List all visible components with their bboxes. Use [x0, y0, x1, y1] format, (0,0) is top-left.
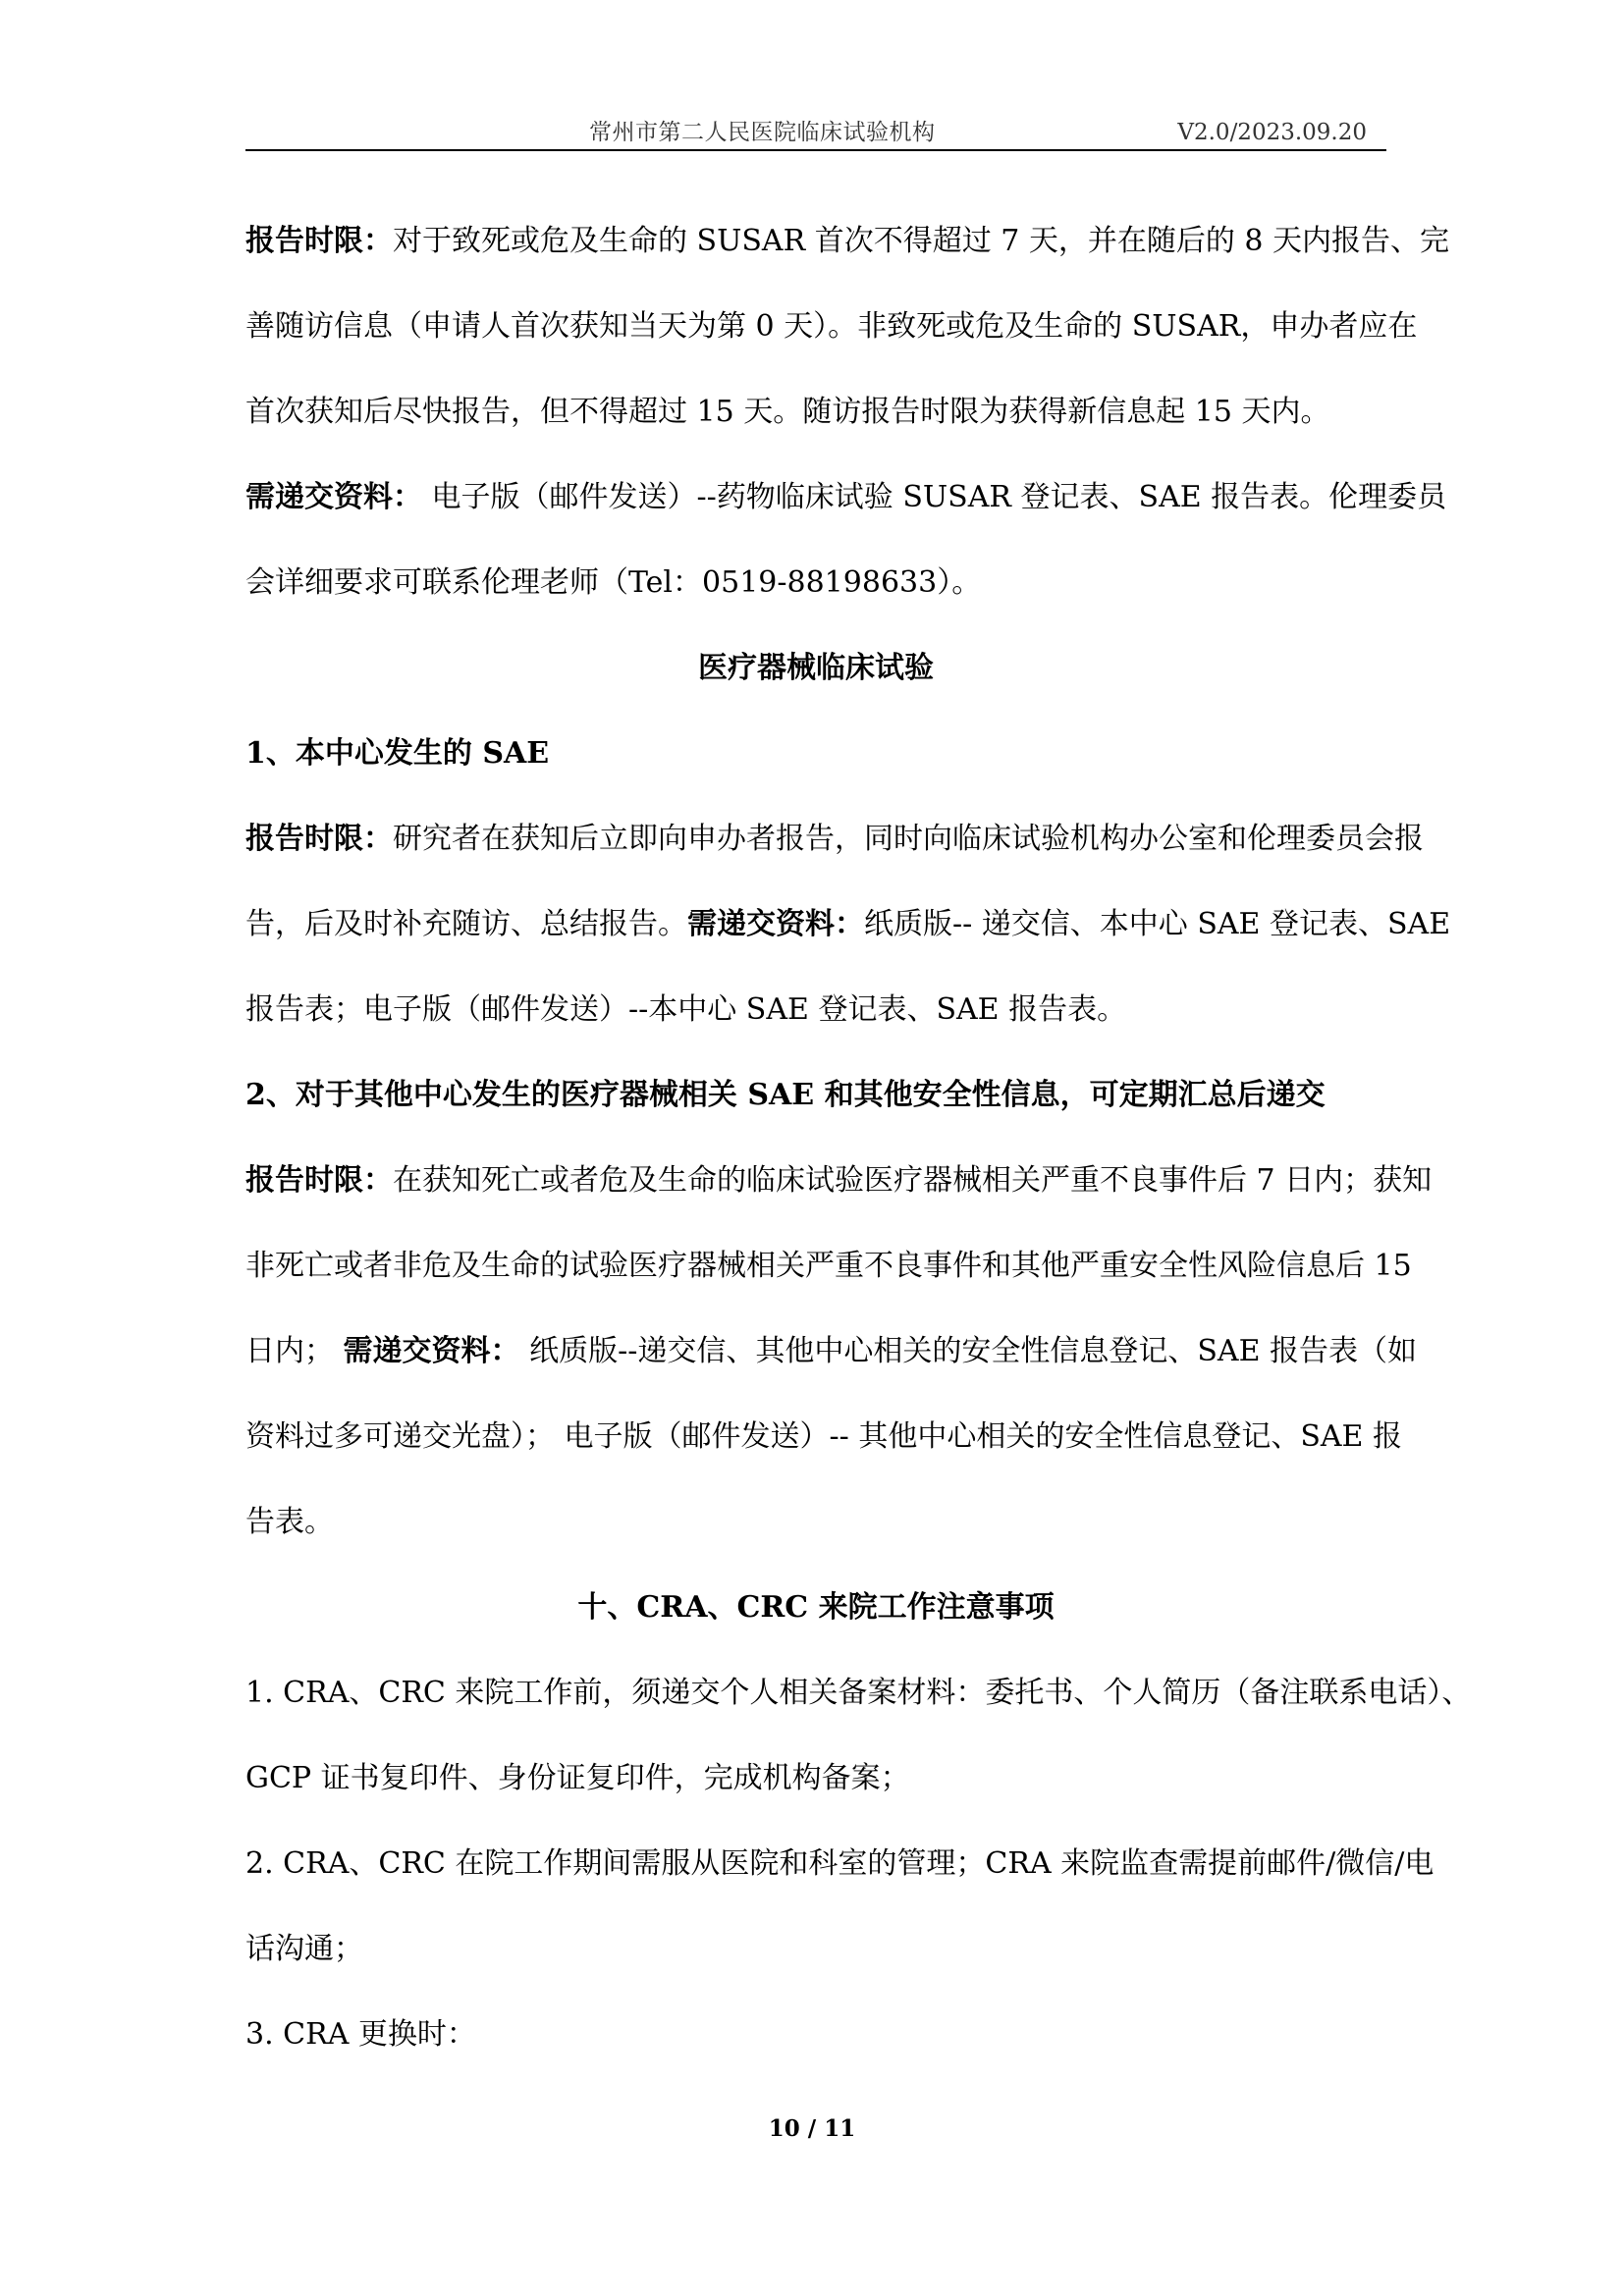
- paragraph-line: 会详细要求可联系伦理老师（Tel：0519-88198633）。: [245, 565, 982, 600]
- report-deadline-label: 报告时限：: [245, 224, 393, 258]
- paragraph-text: 在获知死亡或者危及生命的临床试验医疗器械相关严重不良事件后 7 日内；获知: [393, 1163, 1433, 1198]
- paragraph-line: [245, 1147, 1433, 1232]
- paragraph-line: [245, 463, 1447, 549]
- paragraph-text: 纸质版--递交信、其他中心相关的安全性信息登记、SAE 报告表（如: [529, 1334, 1418, 1368]
- paragraph-line: [245, 805, 1424, 890]
- page-header: [245, 116, 1386, 151]
- report-deadline-label: 报告时限：: [245, 1163, 393, 1198]
- item-heading: 1、本中心发生的 SAE: [245, 736, 550, 771]
- paragraph-line: [245, 890, 1451, 976]
- report-deadline-label: 报告时限：: [245, 822, 393, 856]
- required-materials-label: 需递交资料：: [687, 907, 864, 941]
- paragraph-line: 资料过多可递交光盘）； 电子版（邮件发送）-- 其他中心相关的安全性信息登记、SAE 报: [245, 1419, 1402, 1454]
- paragraph-line: [245, 207, 1450, 293]
- paragraph-line: 首次获知后尽快报告，但不得超过 15 天。随访报告时限为获得新信息起 15 天内。: [245, 395, 1330, 429]
- paragraph-line: 非死亡或者非危及生命的试验医疗器械相关严重不良事件和其他严重安全性风险信息后 15: [245, 1249, 1412, 1283]
- list-item-line: 3. CRA 更换时：: [245, 2017, 476, 2052]
- paragraph-line: 报告表；电子版（邮件发送）--本中心 SAE 登记表、SAE 报告表。: [245, 992, 1127, 1027]
- paragraph-line: 告表。: [245, 1505, 334, 1539]
- section-title-device: 医疗器械临床试验: [698, 651, 934, 685]
- header-institution-title: 常州市第二人民医院临床试验机构: [589, 120, 936, 145]
- page-number: 10 / 11: [768, 2115, 856, 2142]
- paragraph-line: [245, 1317, 1418, 1403]
- required-materials-label: 需递交资料：: [343, 1334, 520, 1368]
- required-materials-label: 需递交资料：: [245, 480, 422, 514]
- list-item-line: 话沟通；: [245, 1932, 363, 1966]
- list-item-line: 2. CRA、CRC 在院工作期间需服从医院和科室的管理；CRA 来院监查需提前邮件/微信/电: [245, 1846, 1435, 1881]
- paragraph-text: 研究者在获知后立即向申办者报告，同时向临床试验机构办公室和伦理委员会报: [393, 822, 1424, 856]
- paragraph-text: 对于致死或危及生命的 SUSAR 首次不得超过 7 天，并在随后的 8 天内报告、完: [393, 224, 1450, 258]
- header-version: V2.0/2023.09.20: [1177, 120, 1367, 145]
- paragraph-text: 日内；: [245, 1334, 334, 1368]
- item-heading: 2、对于其他中心发生的医疗器械相关 SAE 和其他安全性信息，可定期汇总后递交: [245, 1078, 1326, 1112]
- document-body: [245, 207, 1472, 2086]
- paragraph-line: 善随访信息（申请人首次获知当天为第 0 天）。非致死或危及生命的 SUSAR，申办者应在: [245, 309, 1418, 344]
- list-item-line: GCP 证书复印件、身份证复印件，完成机构备案；: [245, 1761, 910, 1795]
- list-item-line: 1. CRA、CRC 来院工作前，须递交个人相关备案材料：委托书、个人简历（备注联系电话）、: [245, 1676, 1472, 1710]
- section-title-cra: 十、CRA、CRC 来院工作注意事项: [577, 1590, 1055, 1625]
- paragraph-text: 电子版（邮件发送）--药物临床试验 SUSAR 登记表、SAE 报告表。伦理委员: [422, 480, 1447, 514]
- paragraph-text: 告，后及时补充随访、总结报告。: [245, 907, 687, 941]
- paragraph-text: 纸质版-- 递交信、本中心 SAE 登记表、SAE: [864, 907, 1451, 941]
